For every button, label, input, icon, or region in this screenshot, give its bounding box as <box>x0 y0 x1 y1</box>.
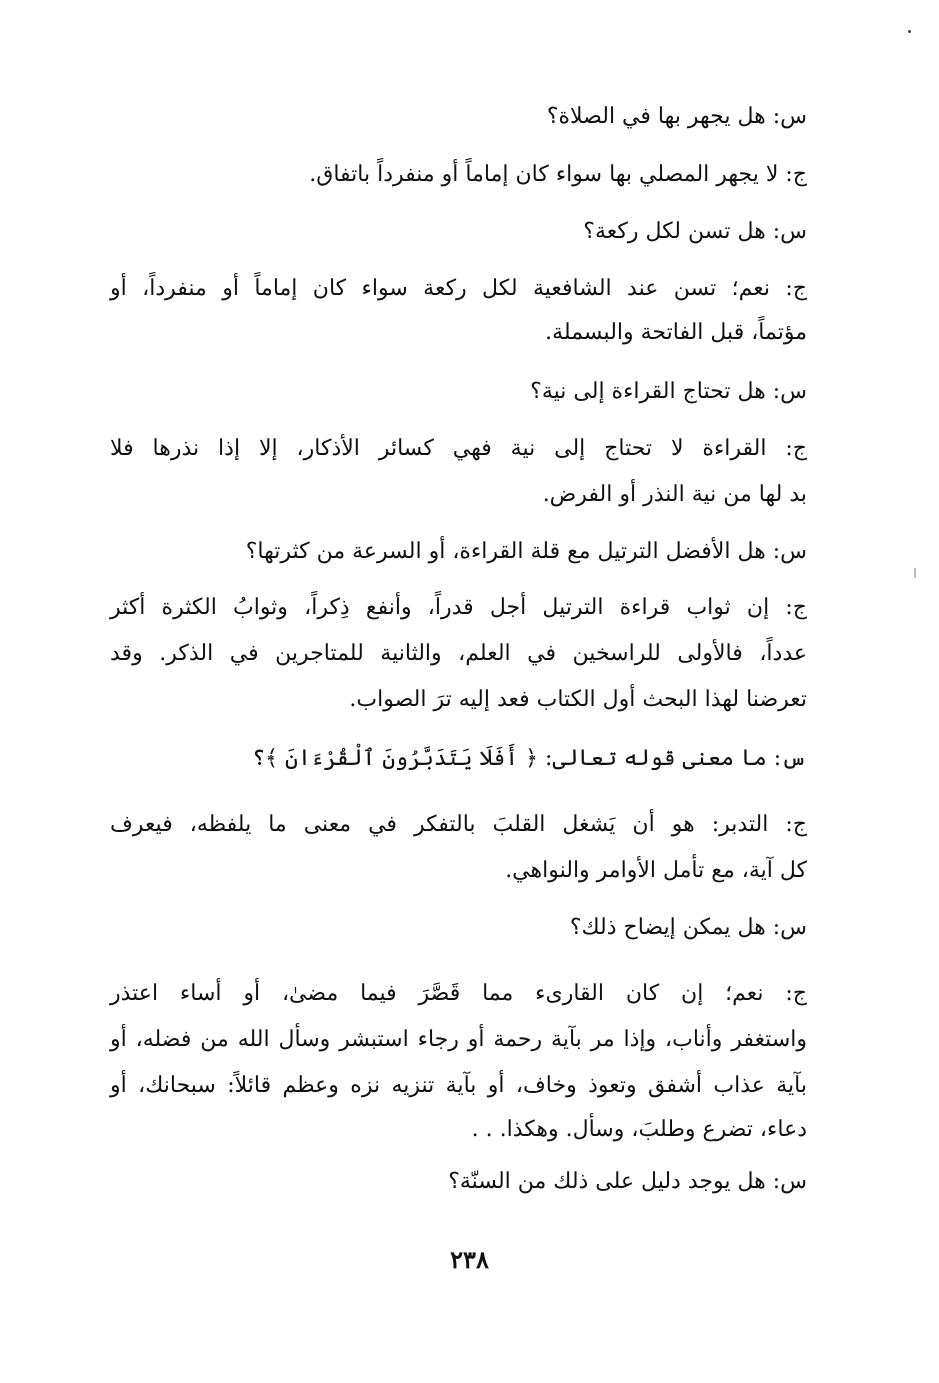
answer-line: مؤتماً، قبل الفاتحة والبسملة. <box>545 320 807 345</box>
answer-line: دعاء، تضرع وطلبَ، وسأل. وهكذا. . . <box>471 1117 807 1142</box>
answer-line: بد لها من نية النذر أو الفرض. <box>542 482 807 507</box>
answer-line: ج: لا يجهر المصلي بها سواء كان إماماً أو منفرداً باتفاق. <box>309 162 807 187</box>
question-line: س: هل تحتاج القراءة إلى نية؟ <box>530 379 807 404</box>
scan-speck <box>914 568 916 578</box>
answer-line: عدداً، فالأولى للراسخين في العلم، والثانية للمتاجرين في الذكر. وقد <box>110 641 807 666</box>
scan-mark <box>908 30 911 33</box>
question-line: س: هل يوجد دليل على ذلك من السنّة؟ <box>448 1169 807 1194</box>
answer-line: ج: نعم؛ إن كان القارىء مما قَصَّرَ فيما مضىٰ، أو أساء اعتذر <box>110 981 807 1006</box>
answer-line: بآية عذاب أشفق وتعوذ وخاف، أو بآية تنزيه نزه وعظم قائلاً: سبحانك، أو <box>110 1073 807 1098</box>
answer-line: واستغفر وأناب، وإذا مر بآية رحمة أو رجاء استبشر وسأل الله من فضله، أو <box>110 1027 807 1052</box>
question-line: س: هل تسن لكل ركعة؟ <box>583 219 807 244</box>
answer-line: ج: نعم؛ تسن عند الشافعية لكل ركعة سواء كان إماماً أو منفرداً، أو <box>110 276 807 301</box>
answer-line: ج: القراءة لا تحتاج إلى نية فهي كسائر الأذكار، إلا إذا نذرها فلا <box>110 436 807 461</box>
answer-line: كل آية، مع تأمل الأوامر والنواهي. <box>505 858 807 883</box>
page-number: ٢٣٨ <box>450 1245 489 1274</box>
answer-line: تعرضنا لهذا البحث أول الكتاب فعد إليه ترَ الصواب. <box>349 687 807 712</box>
question-line: س: هل يمكن إيضاح ذلك؟ <box>569 915 807 940</box>
question-line: س: هل يجهر بها في الصلاة؟ <box>546 104 807 129</box>
answer-line: ج: التدبر: هو أن يَشغل القلبَ بالتفكر في معنى ما يلفظه، فيعرف <box>110 812 807 837</box>
question-line: س: ما معنى قوله تعالى: ﴿ أَفَلَا يَتَدَبَّرُونَ ٱلْقُرْءَانَ ﴾؟ <box>252 746 807 771</box>
question-line: س: هل الأفضل الترتيل مع قلة القراءة، أو السرعة من كثرتها؟ <box>245 539 807 564</box>
answer-line: ج: إن ثواب قراءة الترتيل أجل قدراً، وأنفع ذِكراً، وثوابُ الكثرة أكثر <box>110 595 807 620</box>
